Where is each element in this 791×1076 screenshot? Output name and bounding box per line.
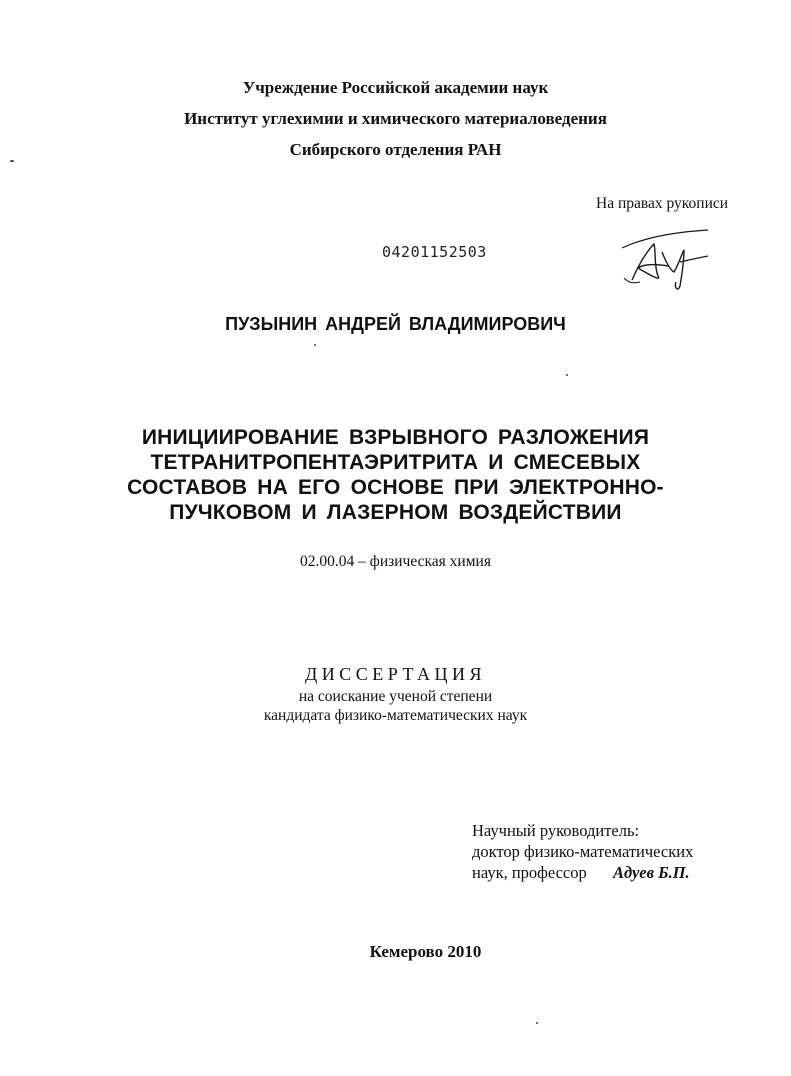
title-line-1: ИНИЦИИРОВАНИЕ ВЗРЫВНОГО РАЗЛОЖЕНИЯ xyxy=(141,426,650,449)
specialty: 02.00.04 – физическая химия xyxy=(300,553,491,570)
signature xyxy=(618,222,718,294)
supervisor-degree: доктор физико-математических xyxy=(472,842,694,861)
supervisor-name: Адуев Б.П. xyxy=(613,863,690,882)
archive-stamp-number: 04201152503 xyxy=(382,243,487,261)
supervisor-label: Научный руководитель: xyxy=(472,821,640,840)
scan-speck xyxy=(314,344,316,346)
title-line-2: ТЕТРАНИТРОПЕНТАЭРИТРИТА И СМЕСЕВЫХ xyxy=(150,451,641,474)
title-line-4: ПУЧКОВОМ И ЛАЗЕРНОМ ВОЗДЕЙСТВИИ xyxy=(169,501,622,524)
institution-line-3: Сибирского отделения РАН xyxy=(289,140,502,159)
degree-line-2: кандидата физико-математических наук xyxy=(263,707,528,724)
author-name: ПУЗЫНИН АНДРЕЙ ВЛАДИМИРОВИЧ xyxy=(225,314,566,334)
institution-line-2: Институт углехимии и химического материаловедения xyxy=(184,109,607,128)
manuscript-note: На правах рукописи xyxy=(596,195,729,212)
title-line-3: СОСТАВОВ НА ЕГО ОСНОВЕ ПРИ ЭЛЕКТРОННО- xyxy=(127,476,664,499)
supervisor-rank: наук, профессор xyxy=(472,863,587,882)
city-year: Кемерово 2010 xyxy=(369,942,482,961)
degree-line-1: на соискание ученой степени xyxy=(298,688,493,705)
scan-speck xyxy=(536,1022,538,1024)
scan-speck xyxy=(10,160,14,162)
institution-line-1: Учреждение Российской академии наук xyxy=(242,78,549,97)
scan-speck xyxy=(566,374,568,376)
document-type-label: ДИССЕРТАЦИЯ xyxy=(304,664,487,684)
supervisor-title-line xyxy=(472,862,693,883)
supervisor-block xyxy=(472,820,693,883)
